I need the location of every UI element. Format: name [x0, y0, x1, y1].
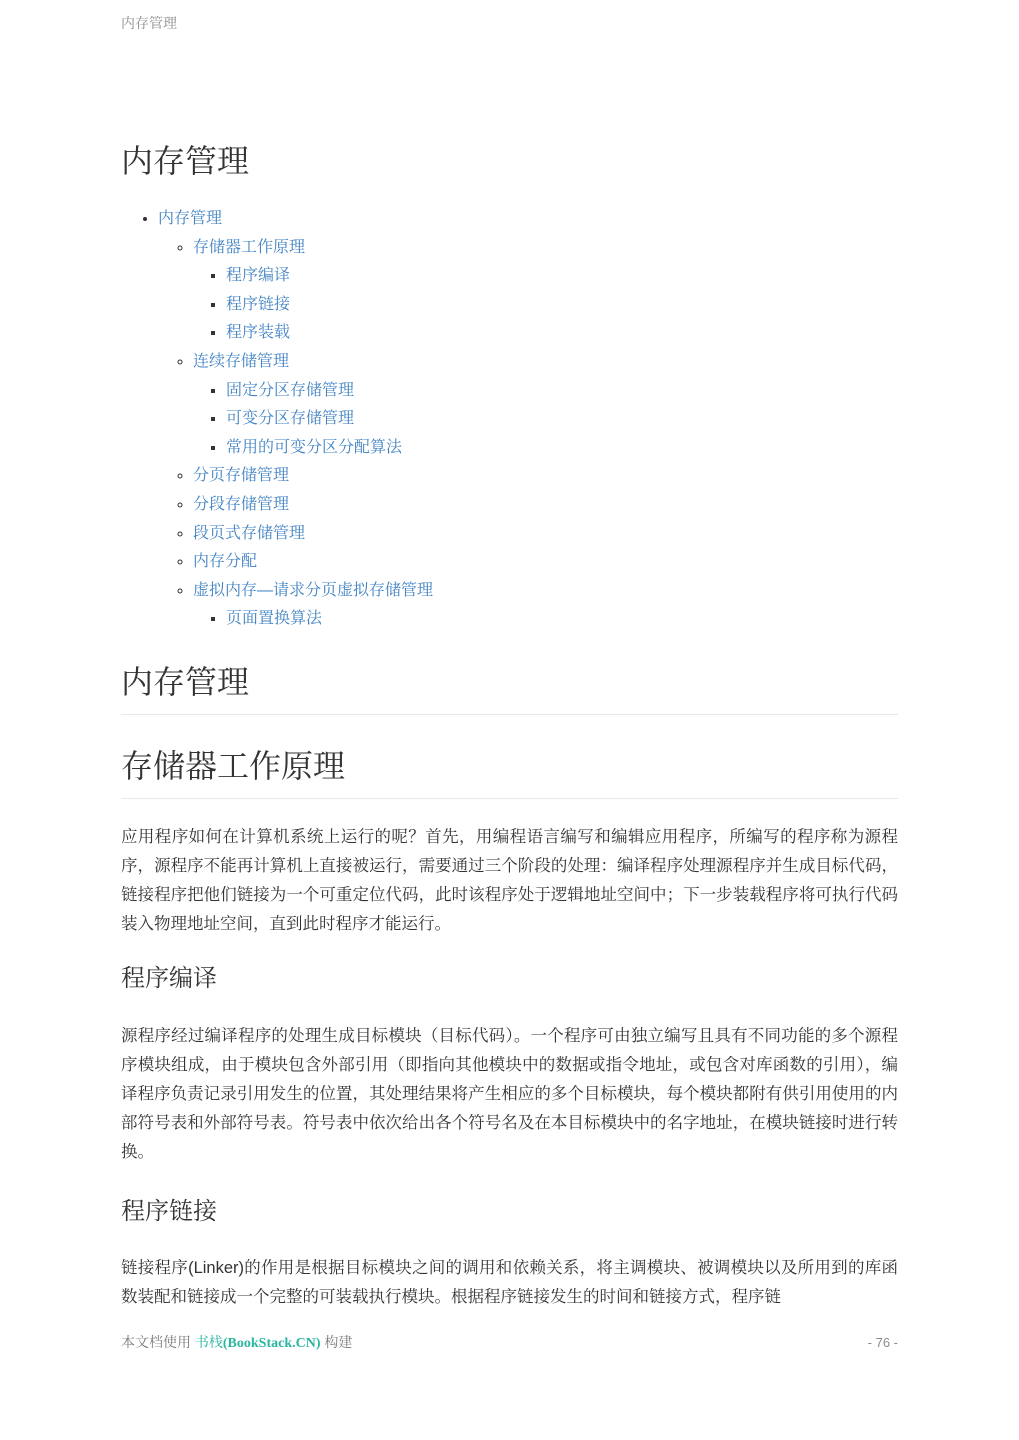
toc-item — [226, 377, 898, 406]
toc-link-contiguous-storage[interactable]: 连续存储管理 — [193, 352, 290, 370]
toc-link-program-load[interactable]: 程序装载 — [226, 324, 291, 342]
toc-link-program-link[interactable]: 程序链接 — [226, 295, 291, 313]
bookstack-link[interactable] — [195, 1334, 321, 1350]
toc-item — [193, 548, 898, 577]
toc-link-page-replacement[interactable]: 页面置换算法 — [226, 610, 323, 628]
toc-item — [193, 234, 898, 348]
toc-item — [226, 319, 898, 348]
paragraph-program-link: 链接程序(Linker)的作用是根据目标模块之间的调用和依赖关系，将主调模块、被调模块以及所用到的库函数装配和链接成一个完整的可装载执行模块。根据程序链接发生的时间和链接方式，程序链 — [121, 1258, 898, 1306]
toc-link-segment-page-storage[interactable]: 段页式存储管理 — [193, 524, 306, 542]
toc-item — [226, 291, 898, 320]
toc-link-fixed-partition[interactable]: 固定分区存储管理 — [226, 381, 355, 399]
bookstack-link-latin: (BookStack.CN) — [222, 1336, 321, 1351]
toc-link-storage-principle[interactable]: 存储器工作原理 — [193, 238, 306, 256]
bookstack-link-cn: 书栈 — [194, 1334, 223, 1350]
running-header: 内存管理 — [121, 15, 177, 31]
subsection-heading-program-link: 程序链接 — [121, 1197, 217, 1225]
toc-link-memory-allocation[interactable]: 内存分配 — [193, 553, 258, 571]
toc-item — [226, 405, 898, 434]
table-of-contents — [121, 205, 898, 634]
toc-sublist — [193, 605, 898, 634]
page-title: 内存管理 — [121, 143, 250, 179]
toc-sublist — [193, 377, 898, 463]
toc-link-memory-management[interactable]: 内存管理 — [158, 210, 223, 227]
toc-link-variable-partition[interactable]: 可变分区存储管理 — [226, 410, 355, 428]
toc-link-virtual-memory[interactable]: 虚拟内存—请求分页虚拟存储管理 — [193, 581, 434, 599]
toc-link-program-compile[interactable]: 程序编译 — [226, 267, 291, 285]
toc-link-segment-storage[interactable]: 分段存储管理 — [193, 495, 290, 513]
toc-item — [193, 462, 898, 491]
toc-sublist — [158, 234, 898, 634]
section-heading-storage-principle: 存储器工作原理 — [121, 748, 898, 799]
section-heading-memory-management: 内存管理 — [121, 664, 898, 715]
page-footer — [121, 1332, 898, 1354]
toc-item — [158, 205, 898, 634]
footer-build-note — [121, 1332, 352, 1354]
toc-item — [226, 605, 898, 634]
toc-item — [226, 434, 898, 463]
toc-sublist — [193, 262, 898, 348]
footer-suffix: 构建 — [320, 1334, 353, 1350]
paragraph-program-compile: 源程序经过编译程序的处理生成目标模块（目标代码）。一个程序可由独立编写且具有不同功能的多个源程序模块组成，由于模块包含外部引用（即指向其他模块中的数据或指令地址，或包含对库函数的引用），编译程序负责记录引用发生的位置，其处理结果将产生相应的多个目标模块，每个模块都附有供引用使用的内部符号表和外部符号表。符号表中依次给出各个符号名及在本目标模块中的名字地址，在模块链接时进行转换。 — [121, 1026, 898, 1161]
toc-link-partition-algorithms[interactable]: 常用的可变分区分配算法 — [226, 438, 403, 456]
subsection-heading-program-compile: 程序编译 — [121, 964, 217, 992]
toc-link-paging-storage[interactable]: 分页存储管理 — [193, 467, 290, 485]
footer-prefix: 本文档使用 — [121, 1334, 195, 1350]
page-number: - 76 - — [867, 1335, 898, 1350]
toc-item — [226, 262, 898, 291]
toc-item — [193, 520, 898, 549]
toc-item — [193, 577, 898, 634]
toc-item — [193, 348, 898, 462]
toc-item — [193, 491, 898, 520]
paragraph-intro: 应用程序如何在计算机系统上运行的呢？首先，用编程语言编写和编辑应用程序，所编写的程序称为源程序，源程序不能再计算机上直接被运行，需要通过三个阶段的处理：编译程序处理源程序并生成目标代码，链接程序把他们链接为一个可重定位代码，此时该程序处于逻辑地址空间中；下一步装载程序将可执行代码装入物理地址空间，直到此时程序才能运行。 — [121, 827, 898, 933]
